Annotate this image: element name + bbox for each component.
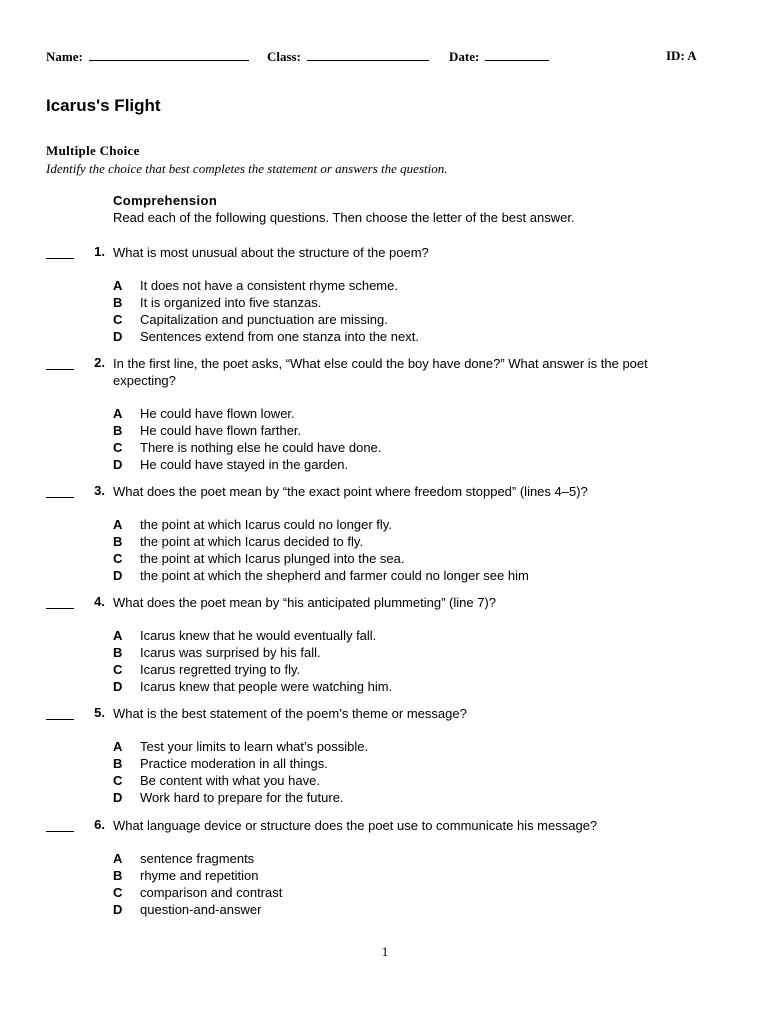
choice-text: It does not have a consistent rhyme scheme. (140, 278, 398, 293)
choice-text: Capitalization and punctuation are missing. (140, 312, 388, 327)
choice-text: Practice moderation in all things. (140, 756, 328, 771)
choice-letter: A (113, 278, 123, 293)
choice-text: Icarus knew that people were watching him. (140, 679, 393, 694)
choice-letter: C (113, 440, 123, 455)
choice-letter: B (113, 295, 123, 310)
choice-text: Work hard to prepare for the future. (140, 790, 344, 805)
choice-letter: C (113, 312, 123, 327)
answer-blank-2[interactable] (46, 369, 74, 370)
choice-letter: B (113, 534, 123, 549)
date-label: Date: (449, 49, 480, 64)
choice-letter: B (113, 423, 123, 438)
choice-letter: A (113, 517, 123, 532)
answer-blank-1[interactable] (46, 258, 74, 259)
choice-b (113, 755, 693, 772)
choice-letter: B (113, 756, 123, 771)
choice-letter: D (113, 329, 123, 344)
subsection-text: Read each of the following questions. Then choose the letter of the best answer. (113, 210, 575, 225)
choice-d (113, 456, 693, 473)
choice-letter: D (113, 457, 123, 472)
question-number: 4. (94, 594, 105, 609)
question-text: What does the poet mean by “his anticipated plummeting” (line 7)? (113, 595, 496, 610)
question-number: 1. (94, 244, 105, 259)
question-number: 5. (94, 705, 105, 720)
choice-text: Sentences extend from one stanza into the next. (140, 329, 419, 344)
choice-text: sentence fragments (140, 851, 255, 866)
choice-d (113, 567, 693, 584)
choice-b (113, 644, 693, 661)
choice-text: He could have flown lower. (140, 406, 295, 421)
choice-text: rhyme and repetition (140, 868, 259, 883)
choice-a (113, 738, 693, 755)
choice-b (113, 533, 693, 550)
choice-letter: A (113, 628, 123, 643)
choice-text: the point at which Icarus decided to fly. (140, 534, 364, 549)
class-label: Class: (267, 49, 301, 64)
choice-letter: D (113, 679, 123, 694)
choice-d (113, 789, 693, 806)
section-title: Multiple Choice (46, 143, 140, 158)
choice-c (113, 661, 693, 678)
choice-letter: C (113, 662, 123, 677)
choice-letter: B (113, 645, 123, 660)
name-field[interactable] (46, 48, 249, 65)
choice-text: Icarus knew that he would eventually fall. (140, 628, 377, 643)
header-row (46, 48, 702, 66)
subsection-heading: Comprehension (113, 193, 218, 208)
question-text: In the first line, the poet asks, “What else could the boy have done?” What answer is the poet expecting? (113, 356, 648, 388)
choice-d (113, 678, 693, 695)
question-text: What is the best statement of the poem’s theme or message? (113, 706, 467, 721)
choice-text: He could have stayed in the garden. (140, 457, 349, 472)
choice-d (113, 328, 693, 345)
choice-b (113, 422, 693, 439)
answer-blank-5[interactable] (46, 719, 74, 720)
choice-letter: B (113, 868, 123, 883)
class-field[interactable] (267, 48, 429, 65)
choice-letter: C (113, 551, 123, 566)
choice-a (113, 627, 693, 644)
choice-text: Test your limits to learn what’s possible. (140, 739, 369, 754)
choice-text: There is nothing else he could have done. (140, 440, 382, 455)
choice-letter: A (113, 739, 123, 754)
choice-c (113, 311, 693, 328)
choice-letter: A (113, 851, 123, 866)
choice-letter: C (113, 885, 123, 900)
choice-a (113, 850, 693, 867)
class-blank-line[interactable] (307, 48, 429, 61)
choice-c (113, 550, 693, 567)
choice-b (113, 867, 693, 884)
question-text: What is most unusual about the structure of the poem? (113, 245, 429, 260)
choice-text: the point at which the shepherd and farmer could no longer see him (140, 568, 529, 583)
choice-text: Be content with what you have. (140, 773, 320, 788)
name-label: Name: (46, 49, 83, 64)
choice-text: the point at which Icarus plunged into the sea. (140, 551, 405, 566)
page-number: 1 (381, 944, 389, 959)
date-blank-line[interactable] (485, 48, 549, 61)
id-label: ID: A (666, 48, 697, 63)
choice-c (113, 884, 693, 901)
question-number: 2. (94, 355, 105, 370)
date-field[interactable] (449, 48, 549, 65)
choice-letter: C (113, 773, 123, 788)
choice-text: Icarus was surprised by his fall. (140, 645, 321, 660)
question-text: What does the poet mean by “the exact point where freedom stopped” (lines 4–5)? (113, 484, 588, 499)
choice-letter: A (113, 406, 123, 421)
section-instructions: Identify the choice that best completes the statement or answers the question. (46, 161, 448, 176)
answer-blank-4[interactable] (46, 608, 74, 609)
choice-text: question-and-answer (140, 902, 262, 917)
question-number: 3. (94, 483, 105, 498)
choice-a (113, 516, 693, 533)
choice-letter: D (113, 902, 123, 917)
name-blank-line[interactable] (89, 48, 249, 61)
choice-text: the point at which Icarus could no longer fly. (140, 517, 392, 532)
choice-text: He could have flown farther. (140, 423, 302, 438)
choice-text: It is organized into five stanzas. (140, 295, 322, 310)
choice-text: comparison and contrast (140, 885, 283, 900)
choice-a (113, 405, 693, 422)
choice-a (113, 277, 693, 294)
answer-blank-3[interactable] (46, 497, 74, 498)
choice-d (113, 901, 693, 918)
page-title: Icarus's Flight (46, 96, 161, 115)
choice-c (113, 439, 693, 456)
choice-letter: D (113, 568, 123, 583)
choice-b (113, 294, 693, 311)
question-number: 6. (94, 817, 105, 832)
question-text: What language device or structure does the poet use to communicate his message? (113, 818, 598, 833)
choice-c (113, 772, 693, 789)
answer-blank-6[interactable] (46, 831, 74, 832)
choice-letter: D (113, 790, 123, 805)
choice-text: Icarus regretted trying to fly. (140, 662, 301, 677)
